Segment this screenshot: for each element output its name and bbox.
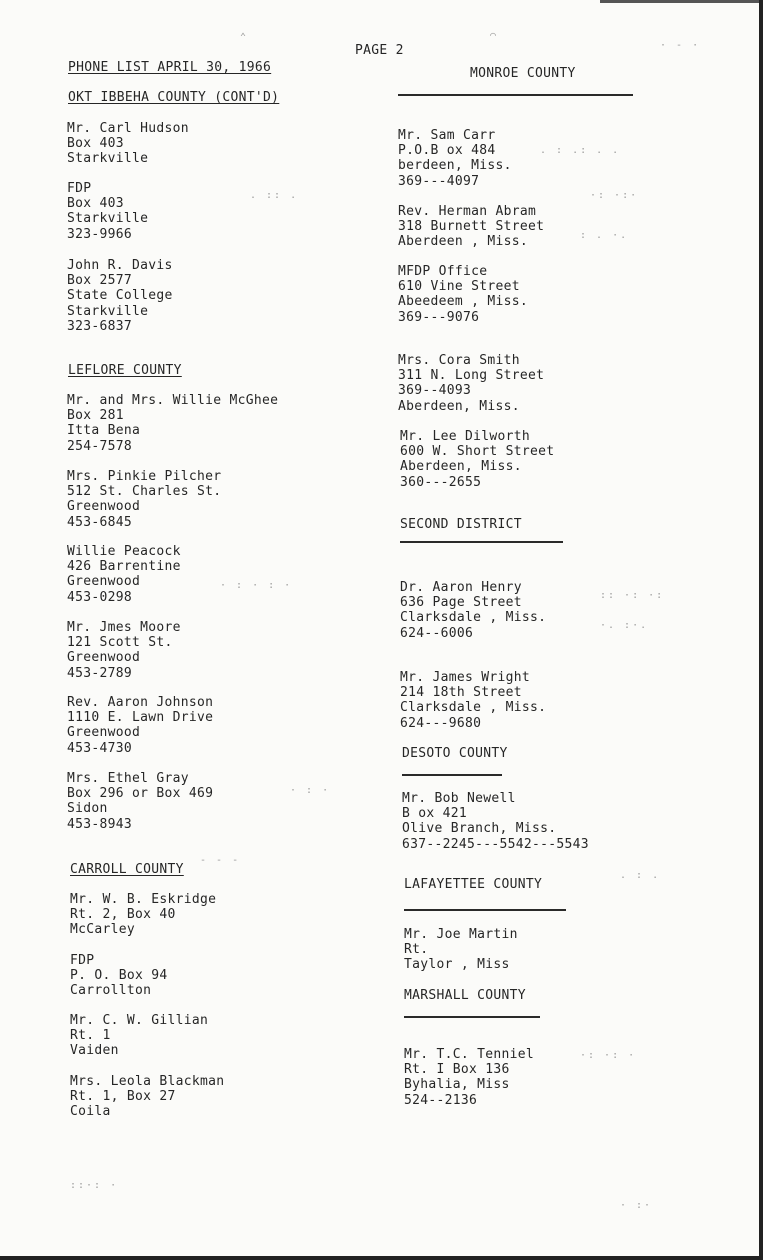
contact-phone: 637--2245---5542---5543 xyxy=(402,836,589,852)
contact-entry xyxy=(67,121,189,167)
scan-noise: . : . xyxy=(620,870,661,881)
scan-noise: - - - xyxy=(200,855,241,866)
contact-address: Rt. 1 xyxy=(70,1028,111,1044)
scan-noise: ·. :·. xyxy=(600,620,649,631)
contact-entry xyxy=(70,953,168,999)
contact-address: Rt. 1, Box 27 xyxy=(70,1089,176,1105)
contact-entry xyxy=(67,181,148,242)
contact-address: 214 18th Street xyxy=(400,685,522,701)
scan-noise: ⌃ xyxy=(240,32,249,43)
contact-city: Byhalia, Miss xyxy=(404,1077,510,1093)
contact-name: FDP xyxy=(70,953,95,968)
contact-name: FDP xyxy=(67,181,92,196)
contact-city: Carrollton xyxy=(70,983,152,999)
contact-entry xyxy=(70,892,216,938)
contact-name: Rev. Aaron Johnson xyxy=(67,695,214,710)
contact-name: Mrs. Cora Smith xyxy=(398,353,520,368)
contact-city: Coila xyxy=(70,1104,111,1120)
scan-edge-right xyxy=(759,0,763,1260)
carroll-county-heading: CARROLL COUNTY xyxy=(70,862,184,877)
contact-name: Mr. and Mrs. Willie McGhee xyxy=(67,393,279,408)
contact-city: berdeen, Miss. xyxy=(398,158,512,174)
section-rule xyxy=(404,1016,540,1018)
contact-phone: 453-4730 xyxy=(67,740,133,756)
contact-name: John R. Davis xyxy=(67,258,173,273)
scan-noise: . :: . xyxy=(250,190,299,201)
contact-phone: 369---9076 xyxy=(398,309,480,325)
contact-phone: 360---2655 xyxy=(400,474,482,490)
scan-noise: : . ·. xyxy=(580,230,629,241)
scan-noise: · : · xyxy=(290,785,331,796)
contact-name: Mr. Jmes Moore xyxy=(67,620,181,635)
contact-name: Mr. Bob Newell xyxy=(402,791,516,806)
contact-entry xyxy=(398,353,544,414)
monroe-county-heading: MONROE COUNTY xyxy=(470,66,576,81)
contact-name: Mrs. Leola Blackman xyxy=(70,1074,225,1089)
contact-phone: 254-7578 xyxy=(67,438,133,454)
contact-name: Mr. Joe Martin xyxy=(404,927,518,942)
contact-city: Aberdeen, Miss. xyxy=(398,398,520,414)
contact-entry xyxy=(67,393,278,454)
scan-noise: . : .: . . xyxy=(540,145,621,156)
contact-name: Mr. Carl Hudson xyxy=(67,121,189,136)
contact-name: Mr. C. W. Gillian xyxy=(70,1013,209,1028)
contact-entry xyxy=(67,695,213,756)
okt-county-heading: OKT IBBEHA COUNTY (CONT'D) xyxy=(68,90,280,105)
contact-name: Mrs. Pinkie Pilcher xyxy=(67,469,222,484)
contact-address: P. O. Box 94 xyxy=(70,968,168,984)
scan-edge-bottom xyxy=(0,1256,763,1260)
scan-noise: ::·: · xyxy=(70,1180,119,1191)
contact-address: P.O.B ox 484 xyxy=(398,143,496,159)
scan-noise: ·: ·:· xyxy=(590,190,639,201)
contact-phone: 453-0298 xyxy=(67,589,133,605)
contact-entry xyxy=(404,1047,534,1108)
contact-entry xyxy=(67,771,213,832)
contact-entry xyxy=(400,580,546,641)
section-rule xyxy=(400,541,563,543)
marshall-county-heading: MARSHALL COUNTY xyxy=(404,988,526,1003)
contact-city: Taylor , Miss xyxy=(404,957,510,973)
contact-address: Rt. I Box 136 xyxy=(404,1062,510,1078)
contact-name: Mr. T.C. Tenniel xyxy=(404,1047,535,1062)
contact-phone: 323-6837 xyxy=(67,318,133,334)
contact-city: Itta Bena xyxy=(67,423,141,439)
contact-entry xyxy=(70,1074,224,1120)
contact-name: Mrs. Ethel Gray xyxy=(67,771,189,786)
contact-address: 318 Burnett Street xyxy=(398,219,545,235)
contact-city: Greenwood xyxy=(67,725,141,741)
contact-address: 311 N. Long Street xyxy=(398,368,545,384)
contact-city: Sidon xyxy=(67,801,108,817)
contact-city: Aberdeen, Miss. xyxy=(400,459,522,475)
contact-address: 1110 E. Lawn Drive xyxy=(67,710,214,726)
leflore-county-heading: LEFLORE COUNTY xyxy=(68,363,182,378)
page-number: PAGE 2 xyxy=(355,43,404,58)
contact-city: Greenwood xyxy=(67,499,141,515)
contact-city: Clarksdale , Miss. xyxy=(400,610,547,626)
contact-entry xyxy=(70,1013,208,1059)
contact-address: State College xyxy=(67,288,173,304)
contact-city: Olive Branch, Miss. xyxy=(402,821,557,837)
contact-phone: 624---9680 xyxy=(400,715,482,731)
contact-address: Box 2577 xyxy=(67,273,133,289)
contact-phone: 369--4093 xyxy=(398,383,472,399)
contact-name: Dr. Aaron Henry xyxy=(400,580,522,595)
contact-name: Rev. Herman Abram xyxy=(398,204,537,219)
contact-address: 600 W. Short Street xyxy=(400,444,555,460)
contact-name: Mr. James Wright xyxy=(400,670,531,685)
contact-entry xyxy=(400,670,546,731)
contact-address: 636 Page Street xyxy=(400,595,522,611)
contact-name: Mr. Lee Dilworth xyxy=(400,429,531,444)
contact-phone: 369---4097 xyxy=(398,173,480,189)
contact-address: 610 Vine Street xyxy=(398,279,520,295)
second-district-heading: SECOND DISTRICT xyxy=(400,517,522,532)
contact-address: B ox 421 xyxy=(402,806,468,822)
contact-entry xyxy=(67,258,173,334)
contact-entry xyxy=(67,544,181,605)
scan-edge-top xyxy=(600,0,763,3)
contact-entry xyxy=(404,927,518,973)
contact-name: Mr. Sam Carr xyxy=(398,128,496,143)
section-rule xyxy=(402,774,502,776)
scan-noise: · - · xyxy=(660,40,701,51)
contact-phone: 453-6845 xyxy=(67,514,133,530)
contact-city: Greenwood xyxy=(67,574,141,590)
contact-phone: 453-2789 xyxy=(67,665,133,681)
contact-address: Rt. 2, Box 40 xyxy=(70,907,176,923)
contact-address: Box 403 xyxy=(67,196,124,212)
contact-city: Starkville xyxy=(67,303,149,319)
desoto-county-heading: DESOTO COUNTY xyxy=(402,746,508,761)
contact-address: Box 281 xyxy=(67,408,124,424)
contact-city: McCarley xyxy=(70,922,136,938)
contact-phone: 453-8943 xyxy=(67,816,133,832)
contact-entry xyxy=(398,204,544,250)
contact-city: Clarksdale , Miss. xyxy=(400,700,547,716)
contact-address: 512 St. Charles St. xyxy=(67,484,222,500)
contact-address: Box 296 or Box 469 xyxy=(67,786,214,802)
contact-entry xyxy=(402,791,589,852)
list-title: PHONE LIST APRIL 30, 1966 xyxy=(68,60,272,75)
contact-name: Willie Peacock xyxy=(67,544,181,559)
contact-city: Vaiden xyxy=(70,1043,119,1059)
contact-city: Greenwood xyxy=(67,650,141,666)
contact-address: 426 Barrentine xyxy=(67,559,181,575)
scan-noise: ⌒ xyxy=(490,30,499,41)
lafayette-county-heading: LAFAYETTEE COUNTY xyxy=(404,877,543,892)
contact-city: Aberdeen , Miss. xyxy=(398,234,529,250)
contact-entry xyxy=(398,264,528,325)
section-rule xyxy=(398,94,633,96)
scan-noise: · : · : · xyxy=(220,580,293,591)
contact-address: Box 403 xyxy=(67,136,124,152)
contact-city: Abeedeem , Miss. xyxy=(398,294,529,310)
contact-phone: 524--2136 xyxy=(404,1092,478,1108)
scan-noise: :: ·: ·: xyxy=(600,590,665,601)
contact-name: MFDP Office xyxy=(398,264,488,279)
contact-city: Starkville xyxy=(67,211,149,227)
contact-phone: 323-9966 xyxy=(67,226,133,242)
section-rule xyxy=(404,909,566,911)
contact-address: 121 Scott St. xyxy=(67,635,173,651)
contact-entry xyxy=(67,620,181,681)
contact-city: Starkville xyxy=(67,151,149,167)
contact-phone: 624--6006 xyxy=(400,625,474,641)
scan-noise: ·: ·: · xyxy=(580,1050,637,1061)
scan-noise: · :· xyxy=(620,1200,653,1211)
contact-entry xyxy=(398,128,512,189)
contact-address: Rt. xyxy=(404,942,429,958)
contact-entry xyxy=(67,469,221,530)
contact-name: Mr. W. B. Eskridge xyxy=(70,892,217,907)
contact-entry xyxy=(400,429,554,490)
